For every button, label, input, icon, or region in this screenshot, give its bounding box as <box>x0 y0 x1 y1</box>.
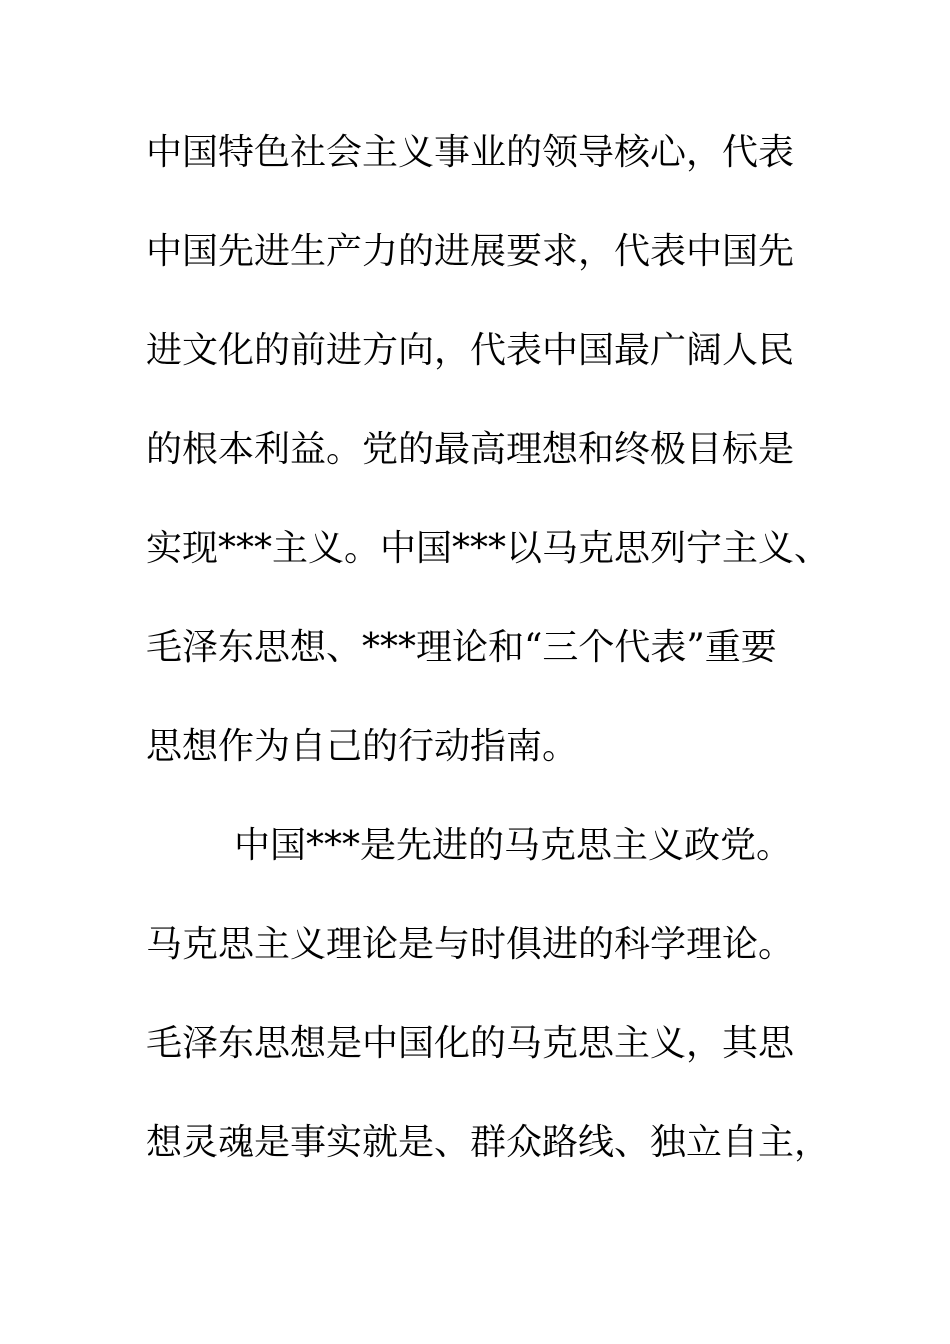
text-line: 进文化的前进方向，代表中国最广阔人民 <box>146 330 795 371</box>
text-line: 的根本利益。党的最高理想和终极目标是 <box>146 429 795 470</box>
paragraph-first-line: 中国***是先进的马克思主义政党。 <box>234 825 793 866</box>
text-line: 思想作为自己的行动指南。 <box>146 726 579 767</box>
text-line: 马克思主义理论是与时俱进的科学理论。 <box>146 924 795 965</box>
text-line: 想灵魂是事实就是、群众路线、独立自主， <box>146 1122 831 1163</box>
text-line: 毛泽东思想、***理论和“三个代表”重要 <box>146 627 777 668</box>
text-line: 中国特色社会主义事业的领导核心，代表 <box>146 132 795 173</box>
text-line: 实现***主义。中国***以马克思列宁主义、 <box>146 528 831 569</box>
text-line: 中国先进生产力的进展要求，代表中国先 <box>146 231 795 272</box>
text-line: 毛泽东思想是中国化的马克思主义，其思 <box>146 1023 795 1064</box>
